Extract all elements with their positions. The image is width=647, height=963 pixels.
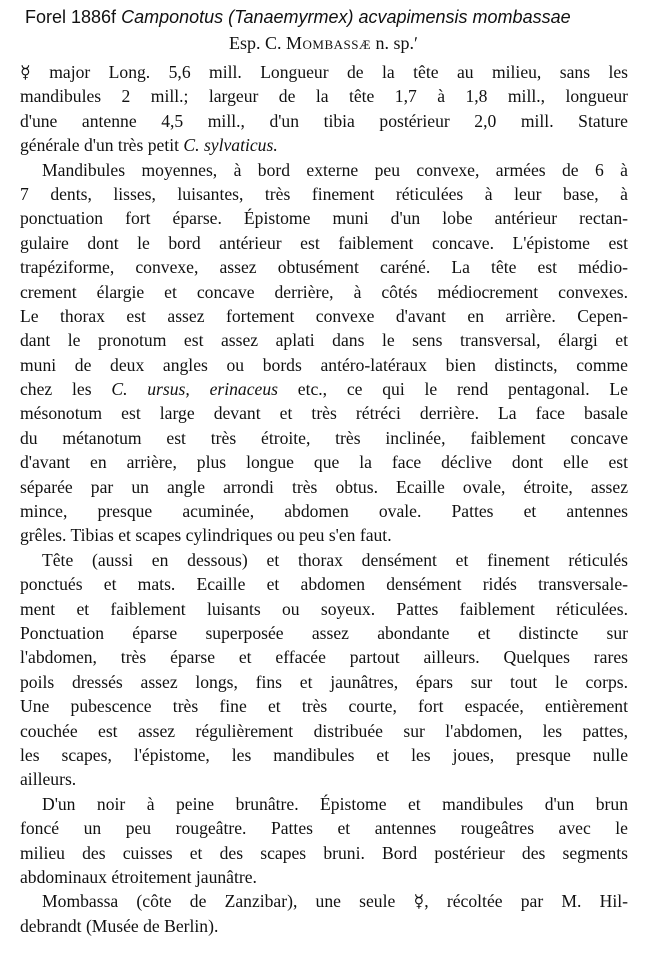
text-segment: générale d'un très petit: [20, 135, 184, 156]
text-line: du métanotum est très étroite, très inclinée, faiblement concave: [20, 427, 628, 448]
text-line: mésonotum est large devant et très rétréci derrière. La face basale: [20, 403, 628, 424]
text-line: Mandibules moyennes, à bord externe peu convexe, armées de 6 à: [42, 159, 628, 180]
title-suffix: n. sp.ʹ: [375, 33, 418, 53]
text-line: [20, 133, 628, 157]
section-title: [0, 32, 647, 54]
text-line: crement élargie et concave derrière, à côtés médiocrement convexes.: [20, 281, 628, 302]
paragraph: [20, 548, 628, 792]
text-line: debrandt (Musée de Berlin).: [20, 915, 219, 936]
text-line: couchée est assez régulièrement distribuée sur l'abdomen, les pattes,: [20, 720, 628, 741]
text-line: Ponctuation éparse superposée assez abondante et distincte sur: [20, 622, 628, 643]
text-segment: etc., ce qui le rend pentagonal. Le: [277, 379, 628, 400]
text-line: poils dressés assez longs, fins et jaunâtres, épars sur tout le corps.: [20, 671, 628, 692]
text-line: foncé un peu rougeâtre. Pattes et antennes rougeâtres avec le: [20, 818, 628, 839]
text-line: les scapes, l'épistome, les mandibules et les joues, presque nulle: [20, 744, 628, 765]
description-body: [20, 60, 628, 938]
text-line: ponctuation fort éparse. Épistome muni d'un lobe antérieur rectan-: [20, 208, 628, 229]
paragraph: [20, 60, 628, 158]
text-line: gulaire dont le bord antérieur est faiblement concave. L'épistome est: [20, 232, 628, 253]
text-line: Mombassa (côte de Zanzibar), une seule ☿, récoltée par M. Hil-: [42, 891, 628, 912]
author-year: Forel 1886f: [25, 7, 117, 27]
paragraph: [20, 792, 628, 890]
species-name: Camponotus (Tanaemyrmex) acvapimensis mombassae: [121, 7, 571, 27]
text-line: grêles. Tibias et scapes cylindriques ou peu s'en faut.: [20, 525, 392, 546]
text-line: Tête (aussi en dessous) et thorax densément et finement réticulés: [42, 549, 628, 570]
text-line: 7 dents, lisses, luisantes, très finement réticulées à leur base, à: [20, 183, 628, 204]
text-line: mandibules 2 mill.; largeur de la tête 1,7 à 1,8 mill., longueur: [20, 86, 628, 107]
taxon-name: C. ursus, erinaceus: [111, 379, 278, 400]
text-segment: chez les: [20, 379, 112, 400]
text-line: d'une antenne 4,5 mill., d'un tibia postérieur 2,0 mill. Stature: [20, 110, 628, 131]
text-line: l'abdomen, très éparse et effacée partout ailleurs. Quelques rares: [20, 647, 628, 668]
text-line: abdominaux étroitement jaunâtre.: [20, 866, 257, 887]
taxon-name: C. sylvaticus.: [183, 135, 278, 156]
text-line: ☿ major Long. 5,6 mill. Longueur de la tête au milieu, sans les: [20, 62, 628, 82]
text-line: ment et faiblement luisants ou soyeux. Pattes faiblement réticulées.: [20, 598, 628, 619]
text-line: Le thorax est assez fortement convexe d'avant en arrière. Cepen-: [20, 305, 628, 326]
text-line: ailleurs.: [20, 769, 77, 790]
text-line: [20, 377, 628, 401]
text-line: d'avant en arrière, plus longue que la face déclive dont elle est: [20, 452, 628, 473]
title-name: Mombassæ: [286, 33, 372, 53]
text-line: muni de deux angles ou bords antéro-latéraux bien distincts, comme: [20, 354, 628, 375]
text-line: dant le pronotum est assez aplati dans le sens transversal, élargi et: [20, 330, 628, 351]
text-line: ponctués et mats. Ecaille et abdomen densément ridés transversale-: [20, 574, 628, 595]
text-line: D'un noir à peine brunâtre. Épistome et mandibules d'un brun: [42, 793, 628, 814]
text-line: trapéziforme, convexe, assez obtusément caréné. La tête est médio-: [20, 257, 628, 278]
text-line: séparée par un angle arrondi très obtus. Ecaille ovale, étroite, assez: [20, 476, 628, 497]
paragraph: [20, 158, 628, 548]
page-header: [25, 6, 640, 28]
text-line: Une pubescence très fine et très courte, fort espacée, entièrement: [20, 696, 628, 717]
title-prefix: Esp. C.: [229, 33, 282, 53]
paragraph: [20, 889, 628, 938]
text-line: milieu des cuisses et des scapes bruni. Bord postérieur des segments: [20, 842, 628, 863]
text-line: mince, presque acuminée, abdomen ovale. Pattes et antennes: [20, 501, 628, 522]
